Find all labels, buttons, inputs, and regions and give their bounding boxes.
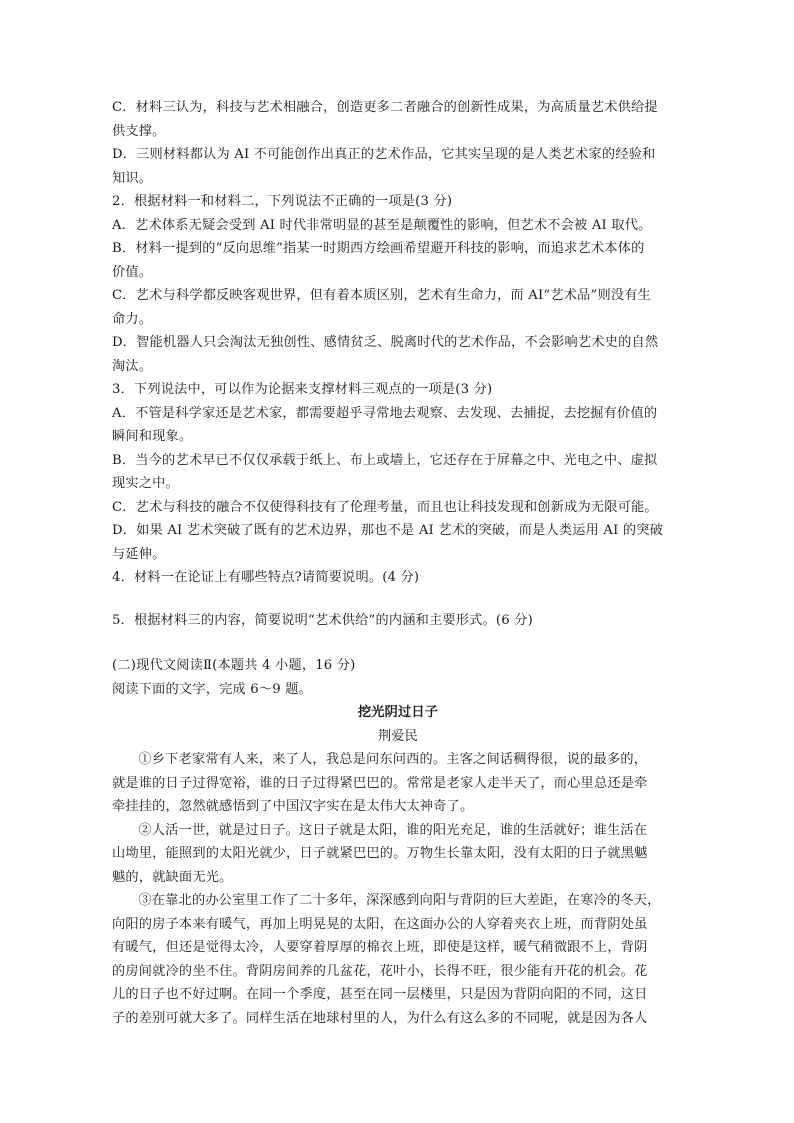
- q2-option-d-line-2: 淘汰。: [112, 358, 153, 374]
- option-c-line-1: C．材料三认为，科技与艺术相融合，创造更多二者融合的创新性成果，为高质量艺术供给提: [112, 100, 658, 115]
- q3-option-b-line-2: 现实之中。: [112, 476, 179, 491]
- paragraph-3-line-6: 子的差别可就大多了。同样生活在地球村里的人，为什么有这么多的不同呢，就是因为各人: [112, 1010, 648, 1026]
- option-d-line-2: 知识。: [112, 170, 153, 186]
- paragraph-3-line-2: 向阳的房子本来有暖气，再加上明晃晃的太阳，在这面办公的人穿着夹衣上班，而背阴处虽: [112, 916, 648, 932]
- option-c-line-2: 供支撑。: [112, 123, 166, 139]
- essay-title: 挖光阴过日子: [357, 705, 439, 720]
- q2-stem: 2．根据材料一和材料二，下列说法不正确的一项是(3 分): [112, 194, 453, 209]
- paragraph-1-line-2: 就是谁的日子过得宽裕，谁的日子过得紧巴巴的。常常是老家人走半天了，而心里总还是牵: [112, 775, 648, 791]
- paragraph-3-line-3: 有暖气，但还是觉得太冷，人要穿着厚厚的棉衣上班，即使是这样，暖气稍微跟不上，背阴: [112, 940, 648, 955]
- q3-option-b-line-1: B．当今的艺术早已不仅仅承载于纸上、布上或墙上，它还存在于屏幕之中、光电之中、虚拟: [112, 452, 658, 468]
- paragraph-2-line-2: 山坳里，能照到的太阳光就少，日子就紧巴巴的。万物生长靠太阳，没有太阳的日子就黑魆: [112, 846, 648, 861]
- q3-stem: 3．下列说法中，可以作为论据来支撑材料三观点的一项是(3 分): [112, 382, 493, 397]
- q5-stem: 5．根据材料三的内容，简要说明“艺术供给”的内涵和主要形式。(6 分): [112, 613, 533, 628]
- option-d-line-1: D．三则材料都认为 AI 不可能创作出真正的艺术作品，它其实呈现的是人类艺术家的经验和: [112, 147, 656, 162]
- paragraph-3-line-5: 儿的日子也不好过啊。在同一个季度，甚至在同一层楼里，只是因为背阴向阳的不同，这日: [112, 987, 648, 1002]
- paragraph-2-line-3: 魆的，就缺面无光。: [112, 869, 233, 885]
- essay-author: 荆爱民: [377, 728, 419, 744]
- q3-option-c: C．艺术与科技的融合不仅使得科技有了伦理考量，而且也让科技发现和创新成为无限可能。: [112, 499, 658, 515]
- q3-option-a-line-1: A．不管是科学家还是艺术家，都需要超乎寻常地去观察、去发现、去捕捉，去挖掘有价值的: [112, 405, 658, 421]
- section-2-instruction: 阅读下面的文字，完成 6～9 题。: [112, 681, 313, 697]
- questions-part-1: [112, 96, 684, 590]
- section-2-header: (二)现代文阅读Ⅱ(本题共 4 小题，16 分): [112, 658, 356, 673]
- paragraph-3-line-1: ③在靠北的办公室里工作了二十多年，深深感到向阳与背阴的巨大差距，在寒冷的冬天，: [138, 893, 661, 908]
- q3-option-d-line-1: D．如果 AI 艺术突破了既有的艺术边界，那也不是 AI 艺术的突破，而是人类运用 AI 的突破: [112, 523, 664, 538]
- q2-option-c-line-2: 命力。: [112, 311, 153, 327]
- paragraph-1-line-3: 牵挂挂的，忽然就感悟到了中国汉字实在是太伟大太神奇了。: [112, 799, 474, 814]
- paragraph-3-line-4: 的房间就冷的坐不住。背阴房间养的几盆花，花叶小，长得不旺，很少能有开花的机会。花: [112, 963, 648, 979]
- q2-option-d-line-1: D．智能机器人只会淘汰无独创性、感情贫乏、脱离时代的艺术作品，不会影响艺术史的自然: [112, 335, 659, 350]
- q3-option-a-line-2: 瞬间和现象。: [112, 429, 193, 444]
- q2-option-b-line-2: 价值。: [112, 264, 153, 280]
- q4-stem: 4．材料一在论证上有哪些特点?请简要说明。(4 分): [112, 570, 420, 585]
- question-5: [112, 609, 684, 633]
- q2-option-c-line-1: C．艺术与科学都反映客观世界，但有着本质区别，艺术有生命力，而 AI“艺术品”则没有生: [112, 288, 652, 303]
- q2-option-b-line-1: B．材料一提到的“反向思维”指某一时期西方绘画希望避开科技的影响，而追求艺术本体的: [112, 241, 645, 256]
- q3-option-d-line-2: 与延伸。: [112, 546, 166, 562]
- q2-option-a: A．艺术体系无疑会受到 AI 时代非常明显的甚至是颠覆性的影响，但艺术不会被 AI 取代。: [112, 217, 652, 233]
- section-2: [112, 654, 684, 1030]
- paragraph-1-line-1: ①乡下老家常有人来，来了人，我总是问东问西的。主客之间话稠得很，说的最多的，: [138, 752, 648, 767]
- paragraph-2-line-1: ②人活一世，就是过日子。这日子就是太阳，谁的阳光充足，谁的生活就好；谁生活在: [138, 822, 648, 838]
